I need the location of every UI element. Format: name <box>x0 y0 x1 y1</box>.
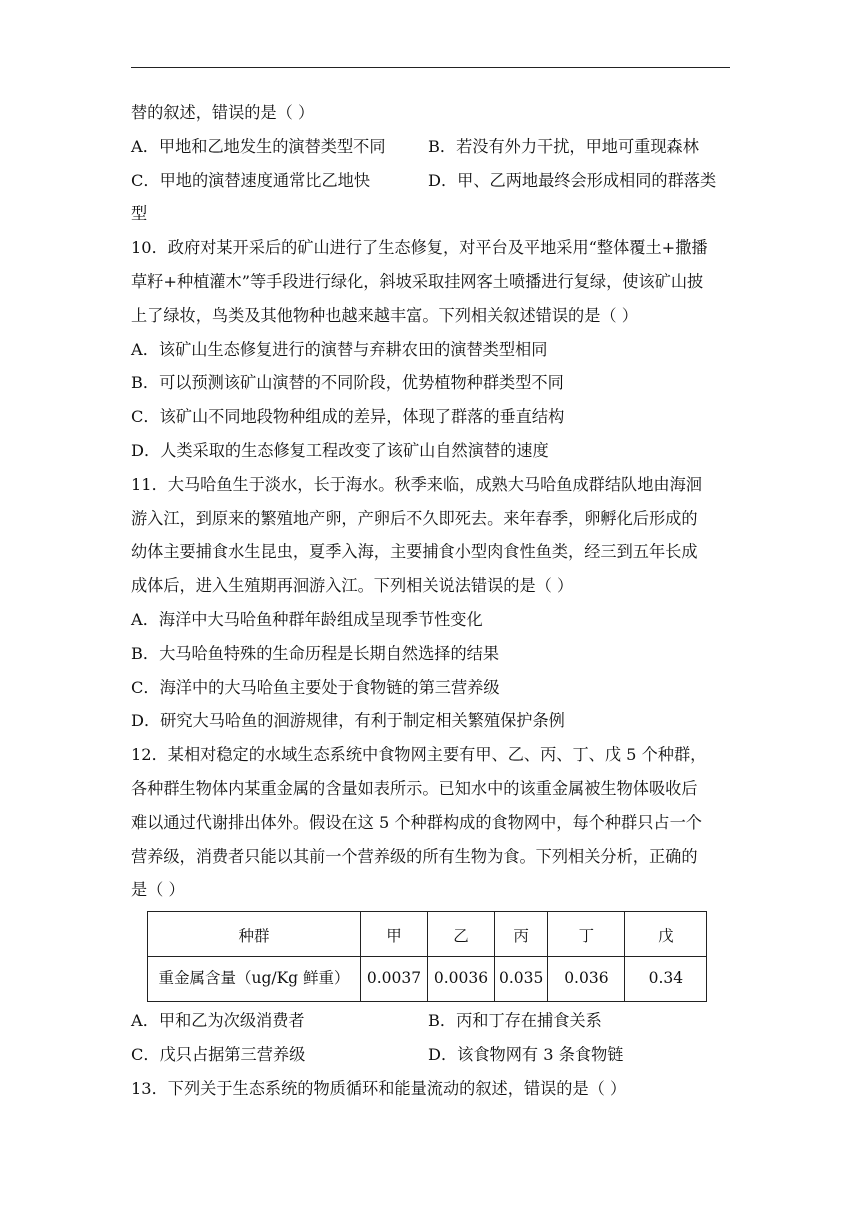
q12-stem-line-3: 难以通过代谢排出体外。假设在这 5 个种群构成的食物网中，每个种群只占一个 <box>131 812 702 832</box>
table-header-cell: 甲 <box>361 912 428 957</box>
q10-option-a: A．该矿山生态修复进行的演替与弃耕农田的演替类型相同 <box>131 339 548 359</box>
table-row <box>148 957 707 1002</box>
q9-option-row-1 <box>131 130 731 164</box>
q9-option-d: D．甲、乙两地最终会形成相同的群落类 <box>428 170 717 190</box>
header-rule <box>131 67 730 68</box>
table-header-cell: 丙 <box>495 912 548 957</box>
table-header-cell: 丁 <box>548 912 625 957</box>
q10-stem-line-1: 10．政府对某开采后的矿山进行了生态修复，对平台及平地采用“整体覆土+撒播 <box>131 238 708 258</box>
q9-option-b: B．若没有外力干扰，甲地可重现森林 <box>428 136 699 156</box>
q11-stem-line-3: 幼体主要捕食水生昆虫，夏季入海，主要捕食小型肉食性鱼类，经三到五年长成 <box>131 542 698 562</box>
q9-option-d-wrap: 型 <box>131 204 148 224</box>
heavy-metal-table <box>147 911 707 1002</box>
table-header-row <box>148 912 707 957</box>
q10-option-c: C．该矿山不同地段物种组成的差异，体现了群落的垂直结构 <box>131 407 565 427</box>
q11-option-d: D．研究大马哈鱼的洄游规律，有利于制定相关繁殖保护条例 <box>131 711 565 731</box>
q12-option-row-1 <box>131 1004 731 1038</box>
q12-stem-line-1: 12．某相对稳定的水域生态系统中食物网主要有甲、乙、丙、丁、戊 5 个种群， <box>131 745 707 765</box>
q12-option-c: C．戊只占据第三营养级 <box>131 1044 306 1064</box>
q11-option-c: C．海洋中的大马哈鱼主要处于食物链的第三营养级 <box>131 677 500 697</box>
q11-stem-line-2: 游入江，到原来的繁殖地产卵，产卵后不久即死去。来年春季，卵孵化后形成的 <box>131 508 698 528</box>
q10-stem-line-3: 上了绿妆，鸟类及其他物种也越来越丰富。下列相关叙述错误的是（ ） <box>131 305 638 325</box>
q9-option-row-2 <box>131 164 731 198</box>
q12-option-b: B．丙和丁存在捕食关系 <box>428 1011 602 1031</box>
q12-stem-line-5: 是（ ） <box>131 880 185 900</box>
q13-stem: 13．下列关于生态系统的物质循环和能量流动的叙述，错误的是（ ） <box>131 1078 627 1098</box>
q10-option-b: B．可以预测该矿山演替的不同阶段，优势植物种群类型不同 <box>131 373 564 393</box>
q11-option-b: B．大马哈鱼特殊的生命历程是长期自然选择的结果 <box>131 643 500 663</box>
q12-stem-line-2: 各种群生物体内某重金属的含量如表所示。已知水中的该重金属被生物体吸收后 <box>131 778 698 798</box>
q12-option-d: D．该食物网有 3 条食物链 <box>428 1044 624 1064</box>
table-header-cell: 戊 <box>625 912 707 957</box>
q10-option-d: D．人类采取的生态修复工程改变了该矿山自然演替的速度 <box>131 440 549 460</box>
table-header-cell: 种群 <box>148 912 361 957</box>
table-cell: 0.036 <box>548 957 625 1002</box>
q11-stem-line-4: 成体后，进入生殖期再洄游入江。下列相关说法错误的是（ ） <box>131 576 574 596</box>
q12-option-a: A．甲和乙为次级消费者 <box>131 1011 305 1031</box>
q9-tail: 替的叙述，错误的是（ ） <box>131 103 315 122</box>
document-body <box>131 96 731 1106</box>
q9-option-c: C．甲地的演替速度通常比乙地快 <box>131 170 371 190</box>
table-cell: 0.0037 <box>361 957 428 1002</box>
q11-stem-line-1: 11．大马哈鱼生于淡水，长于海水。秋季来临，成熟大马哈鱼成群结队地由海洄 <box>131 474 702 494</box>
q12-option-row-2 <box>131 1038 731 1072</box>
table-cell: 0.34 <box>625 957 707 1002</box>
q10-stem-line-2: 草籽+种植灌木”等手段进行绿化，斜坡采取挂网客土喷播进行复绿，使该矿山披 <box>131 271 704 291</box>
table-cell: 重金属含量（ug/Kg 鲜重） <box>148 957 361 1002</box>
q12-stem-line-4: 营养级，消费者只能以其前一个营养级的所有生物为食。下列相关分析，正确的 <box>131 846 698 866</box>
q11-option-a: A．海洋中大马哈鱼种群年龄组成呈现季节性变化 <box>131 609 483 629</box>
q9-option-a: A．甲地和乙地发生的演替类型不同 <box>131 136 386 156</box>
table-header-cell: 乙 <box>428 912 495 957</box>
table-cell: 0.0036 <box>428 957 495 1002</box>
table-cell: 0.035 <box>495 957 548 1002</box>
